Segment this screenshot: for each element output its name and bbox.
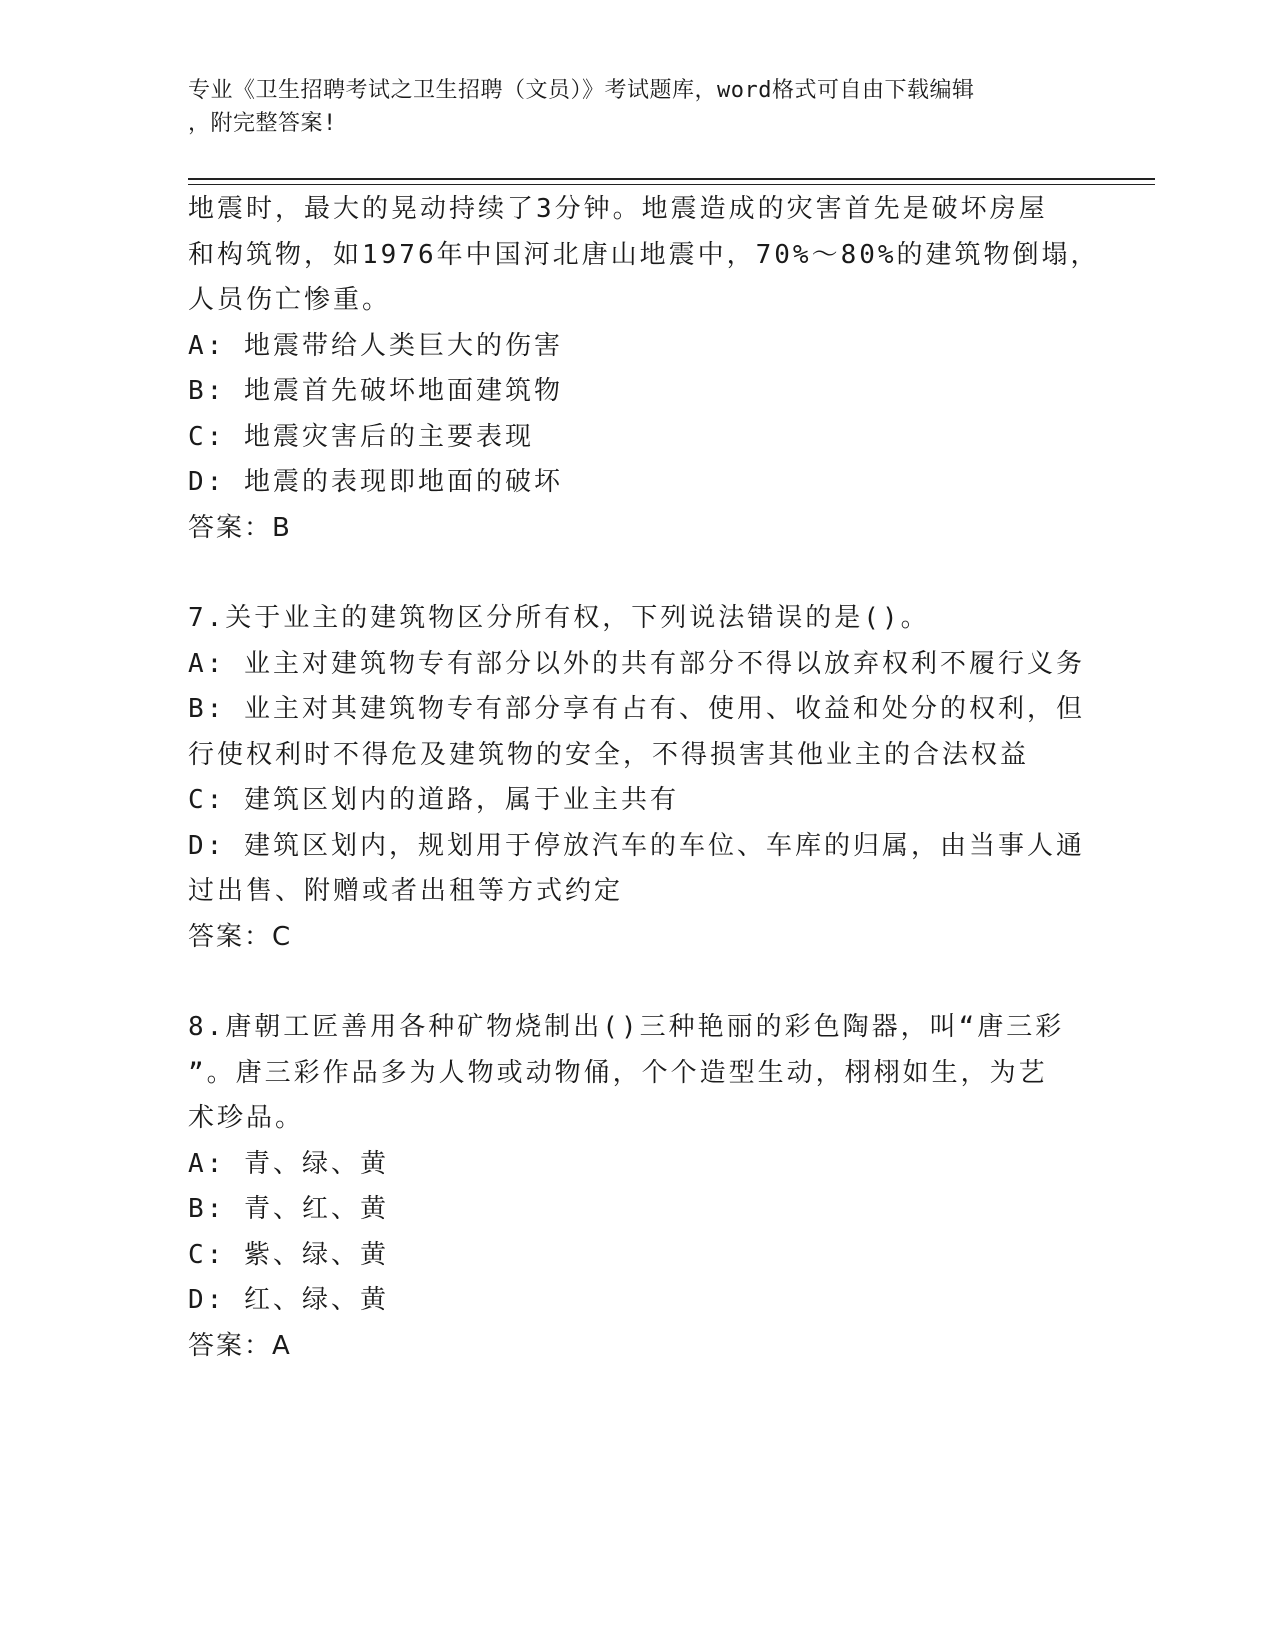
question-stem-line: 7.关于业主的建筑物区分所有权，下列说法错误的是()。 [188, 603, 930, 633]
option-b: B: 业主对其建筑物专有部分享有占有、使用、收益和处分的权利，但 [188, 694, 1085, 724]
question-stem-line: 和构筑物，如1976年中国河北唐山地震中，70%～80%的建筑物倒塌， [188, 239, 1100, 270]
option-c: C: 地震灾害后的主要表现 [188, 421, 534, 452]
answer-label: 答案：A [188, 1330, 292, 1361]
question-8-block [188, 1005, 1088, 1369]
option-c: C: 建筑区划内的道路，属于业主共有 [188, 785, 679, 815]
header-line-2: ，附完整答案! [188, 111, 337, 136]
question-stem-line: ”。唐三彩作品多为人物或动物俑，个个造型生动，栩栩如生，为艺 [188, 1057, 1048, 1088]
question-stem-line: 地震时，最大的晃动持续了3分钟。地震造成的灾害首先是破坏房屋 [188, 194, 1048, 224]
header-line-1: 专业《卫生招聘考试之卫生招聘（文员）》考试题库，word格式可自由下载编辑 [188, 78, 975, 103]
option-d-continued: 过出售、附赠或者出租等方式约定 [188, 876, 624, 906]
option-b: B: 青、红、黄 [188, 1194, 389, 1224]
option-d: D: 建筑区划内，规划用于停放汽车的车位、车库的归属，由当事人通 [188, 830, 1085, 861]
option-c: C: 紫、绿、黄 [188, 1239, 389, 1270]
question-7-block [188, 596, 1088, 960]
option-a: A: 青、绿、黄 [188, 1148, 389, 1179]
option-a: A: 地震带给人类巨大的伤害 [188, 330, 563, 361]
option-d: D: 地震的表现即地面的破坏 [188, 467, 563, 497]
option-b-continued: 行使权利时不得危及建筑物的安全，不得损害其他业主的合法权益 [188, 739, 1030, 770]
option-a: A: 业主对建筑物专有部分以外的共有部分不得以放弃权利不履行义务 [188, 648, 1085, 679]
answer-label: 答案：B [188, 512, 292, 543]
question-stem-line: 人员伤亡惨重。 [188, 285, 392, 315]
answer-label: 答案：C [188, 921, 293, 952]
question-stem-line: 术珍品。 [188, 1103, 305, 1133]
option-b: B: 地震首先破坏地面建筑物 [188, 376, 563, 406]
header-divider-thick [188, 178, 1155, 180]
question-6-block [188, 187, 1100, 551]
document-header [188, 74, 1068, 140]
question-list [188, 187, 1100, 1369]
option-d: D: 红、绿、黄 [188, 1285, 389, 1315]
question-stem-line: 8.唐朝工匠善用各种矿物烧制出()三种艳丽的彩色陶器，叫“唐三彩 [188, 1012, 1065, 1042]
header-divider-thin [188, 184, 1155, 185]
